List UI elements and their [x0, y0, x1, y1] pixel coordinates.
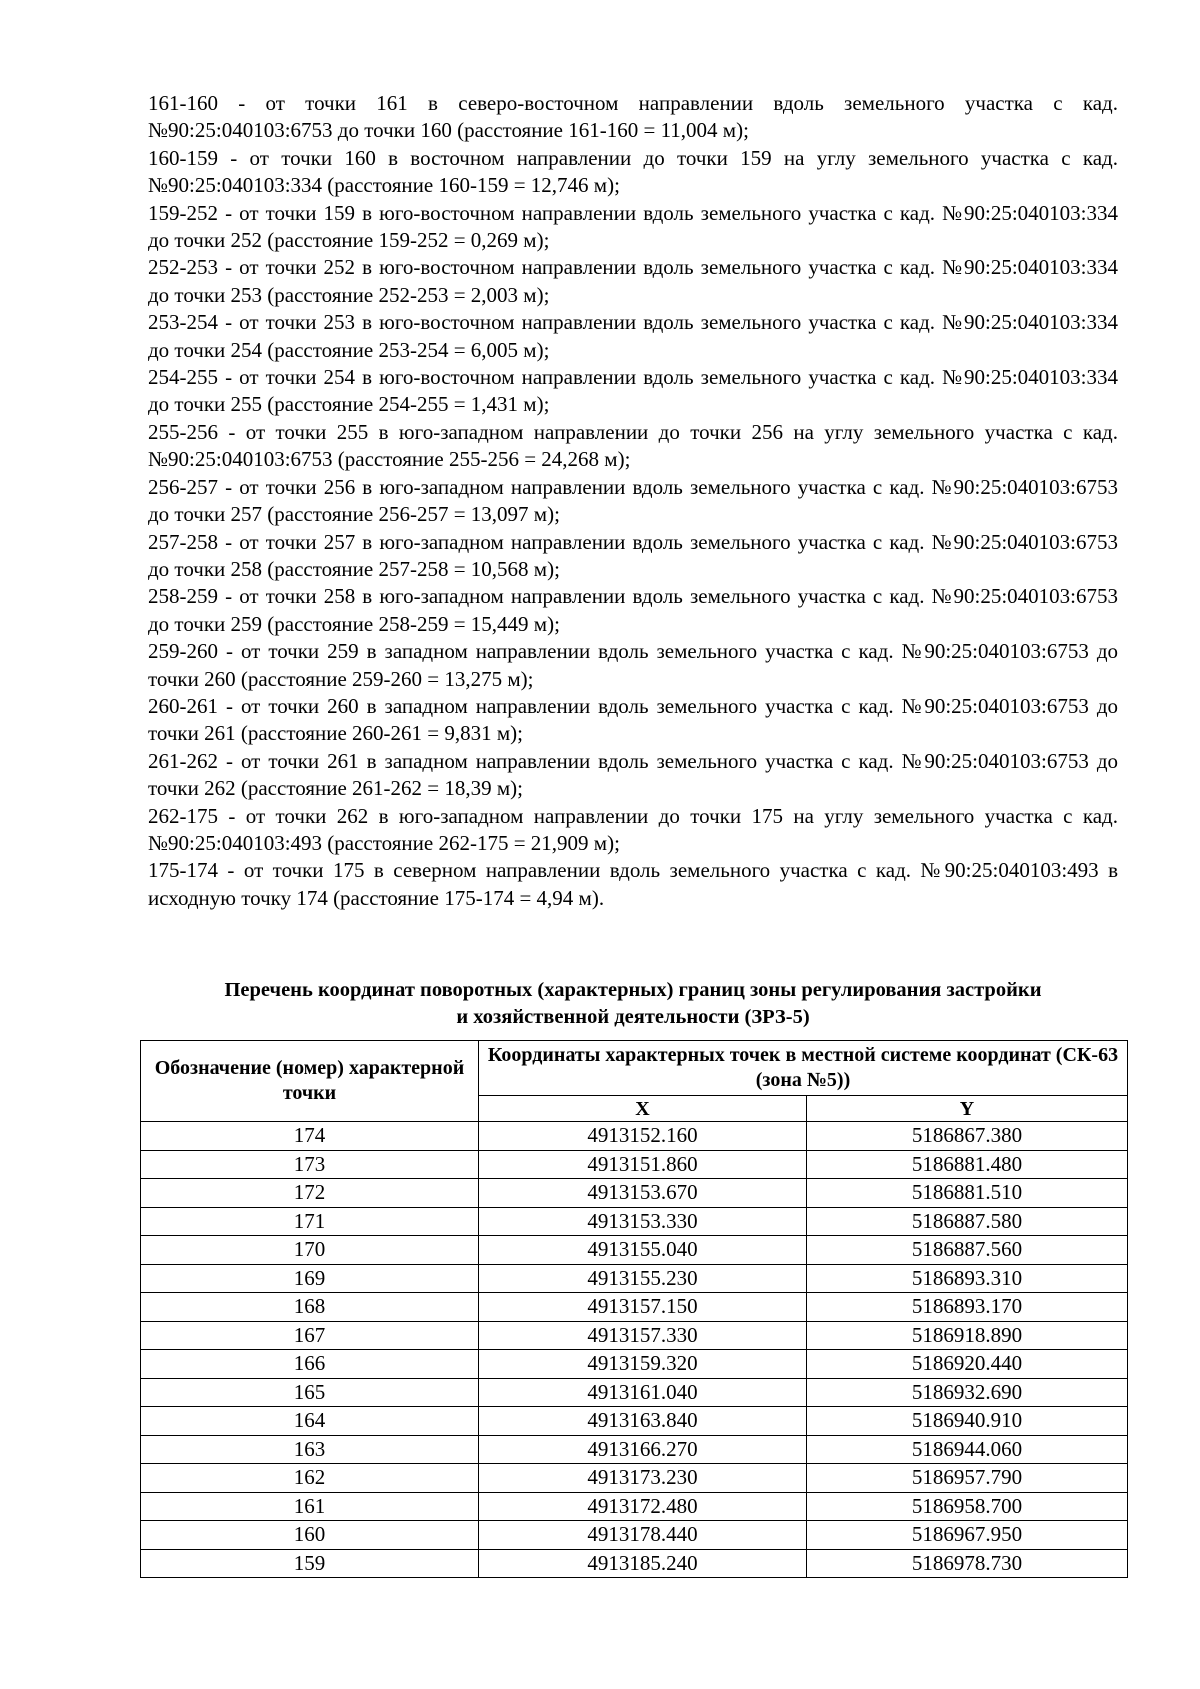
boundary-description	[148, 90, 1118, 912]
y-cell: 5186967.950	[807, 1521, 1128, 1550]
x-cell: 4913172.480	[479, 1492, 807, 1521]
x-cell: 4913173.230	[479, 1464, 807, 1493]
table-title	[148, 977, 1118, 1031]
point-cell: 172	[141, 1179, 479, 1208]
table-row	[141, 1321, 1128, 1350]
point-cell: 173	[141, 1150, 479, 1179]
table-row	[141, 1207, 1128, 1236]
point-cell: 163	[141, 1435, 479, 1464]
table-row	[141, 1521, 1128, 1550]
y-cell: 5186893.170	[807, 1293, 1128, 1322]
point-cell: 166	[141, 1350, 479, 1379]
table-row	[141, 1236, 1128, 1265]
point-cell: 165	[141, 1378, 479, 1407]
x-cell: 4913185.240	[479, 1549, 807, 1578]
y-cell: 5186887.560	[807, 1236, 1128, 1265]
point-cell: 170	[141, 1236, 479, 1265]
coordinates-table	[140, 1040, 1128, 1578]
y-cell: 5186940.910	[807, 1407, 1128, 1436]
point-cell: 169	[141, 1264, 479, 1293]
x-cell: 4913166.270	[479, 1435, 807, 1464]
table-row	[141, 1549, 1128, 1578]
segment-paragraph: 175-174 - от точки 175 в северном направлении вдоль земельного участка с кад. №90:25:040103:493 в исходную точку 174 (расстояние 175-174 = 4,94 м).	[148, 858, 1118, 910]
segment-paragraph: 160-159 - от точки 160 в восточном направлении до точки 159 на углу земельного участка с кад. №90:25:040103:334 (расстояние 160-159 = 12,746 м);	[148, 145, 1118, 198]
table-row	[141, 1407, 1128, 1436]
point-cell: 167	[141, 1321, 479, 1350]
x-cell: 4913159.320	[479, 1350, 807, 1379]
segment-paragraph: 252-253 - от точки 252 в юго-восточном направлении вдоль земельного участка с кад. №90:25:040103:334 до точки 253 (расстояние 252-253 = 2,003 м);	[148, 255, 1118, 307]
y-cell: 5186918.890	[807, 1321, 1128, 1350]
table-row	[141, 1435, 1128, 1464]
y-cell: 5186893.310	[807, 1264, 1128, 1293]
y-cell: 5186957.790	[807, 1464, 1128, 1493]
table-row	[141, 1293, 1128, 1322]
segment-paragraph: 254-255 - от точки 254 в юго-восточном направлении вдоль земельного участка с кад. №90:25:040103:334 до точки 255 (расстояние 254-255 = 1,431 м);	[148, 365, 1118, 417]
segment-paragraph: 253-254 - от точки 253 в юго-восточном направлении вдоль земельного участка с кад. №90:25:040103:334 до точки 254 (расстояние 253-254 = 6,005 м);	[148, 310, 1118, 362]
table-row	[141, 1122, 1128, 1151]
x-cell: 4913152.160	[479, 1122, 807, 1151]
point-cell: 171	[141, 1207, 479, 1236]
x-cell: 4913157.150	[479, 1293, 807, 1322]
point-cell: 164	[141, 1407, 479, 1436]
y-column-header: Y	[807, 1096, 1128, 1122]
x-cell: 4913163.840	[479, 1407, 807, 1436]
segment-paragraph: 261-262 - от точки 261 в западном направлении вдоль земельного участка с кад. №90:25:040103:6753 до точки 262 (расстояние 261-262 = 18,39 м);	[148, 748, 1118, 801]
x-column-header: X	[479, 1096, 807, 1122]
x-cell: 4913155.230	[479, 1264, 807, 1293]
point-cell: 159	[141, 1549, 479, 1578]
table-row	[141, 1378, 1128, 1407]
segment-paragraph: 260-261 - от точки 260 в западном направлении вдоль земельного участка с кад. №90:25:040103:6753 до точки 261 (расстояние 260-261 = 9,831 м);	[148, 693, 1118, 746]
table-row	[141, 1179, 1128, 1208]
point-cell: 162	[141, 1464, 479, 1493]
point-cell: 161	[141, 1492, 479, 1521]
y-cell: 5186932.690	[807, 1378, 1128, 1407]
table-row	[141, 1350, 1128, 1379]
segment-paragraph: 256-257 - от точки 256 в юго-западном направлении вдоль земельного участка с кад. №90:25:040103:6753 до точки 257 (расстояние 256-257 = 13,097 м);	[148, 474, 1118, 527]
x-cell: 4913151.860	[479, 1150, 807, 1179]
table-row	[141, 1150, 1128, 1179]
table-title-line-2: и хозяйственной деятельности (ЗРЗ-5)	[456, 1006, 810, 1028]
x-cell: 4913161.040	[479, 1378, 807, 1407]
y-cell: 5186867.380	[807, 1122, 1128, 1151]
y-cell: 5186978.730	[807, 1549, 1128, 1578]
segment-paragraph: 258-259 - от точки 258 в юго-западном направлении вдоль земельного участка с кад. №90:25:040103:6753 до точки 259 (расстояние 258-259 = 15,449 м);	[148, 584, 1118, 636]
y-cell: 5186887.580	[807, 1207, 1128, 1236]
segment-paragraph: 262-175 - от точки 262 в юго-западном направлении до точки 175 на углу земельного участка с кад. №90:25:040103:493 (расстояние 262-175 = 21,909 м);	[148, 803, 1118, 855]
x-cell: 4913157.330	[479, 1321, 807, 1350]
point-cell: 174	[141, 1122, 479, 1151]
y-cell: 5186958.700	[807, 1492, 1128, 1521]
x-cell: 4913153.330	[479, 1207, 807, 1236]
x-cell: 4913153.670	[479, 1179, 807, 1208]
y-cell: 5186881.510	[807, 1179, 1128, 1208]
segment-paragraph: 255-256 - от точки 255 в юго-западном направлении до точки 256 на углу земельного участка с кад. №90:25:040103:6753 (расстояние 255-256 = 24,268 м);	[148, 419, 1118, 472]
point-cell: 168	[141, 1293, 479, 1322]
coordinates-header: Координаты характерных точек в местной системе координат (СК-63 (зона №5))	[479, 1041, 1128, 1096]
y-cell: 5186881.480	[807, 1150, 1128, 1179]
x-cell: 4913178.440	[479, 1521, 807, 1550]
table-row	[141, 1464, 1128, 1493]
y-cell: 5186920.440	[807, 1350, 1128, 1379]
point-number-header: Обозначение (номер) характерной точки	[141, 1041, 479, 1122]
segment-paragraph: 161-160 - от точки 161 в северо-восточном направлении вдоль земельного участка с кад. №90:25:040103:6753 до точки 160 (расстояние 161-160 = 11,004 м);	[148, 91, 1118, 143]
table-row	[141, 1492, 1128, 1521]
y-cell: 5186944.060	[807, 1435, 1128, 1464]
table-row	[141, 1264, 1128, 1293]
x-cell: 4913155.040	[479, 1236, 807, 1265]
segment-paragraph: 257-258 - от точки 257 в юго-западном направлении вдоль земельного участка с кад. №90:25:040103:6753 до точки 258 (расстояние 257-258 = 10,568 м);	[148, 529, 1118, 581]
segment-paragraph: 259-260 - от точки 259 в западном направлении вдоль земельного участка с кад. №90:25:040103:6753 до точки 260 (расстояние 259-260 = 13,275 м);	[148, 639, 1118, 691]
segment-paragraph: 159-252 - от точки 159 в юго-восточном направлении вдоль земельного участка с кад. №90:25:040103:334 до точки 252 (расстояние 159-252 = 0,269 м);	[148, 200, 1118, 253]
point-cell: 160	[141, 1521, 479, 1550]
table-title-line-1: Перечень координат поворотных (характерных) границ зоны регулирования застройки	[224, 979, 1042, 1001]
